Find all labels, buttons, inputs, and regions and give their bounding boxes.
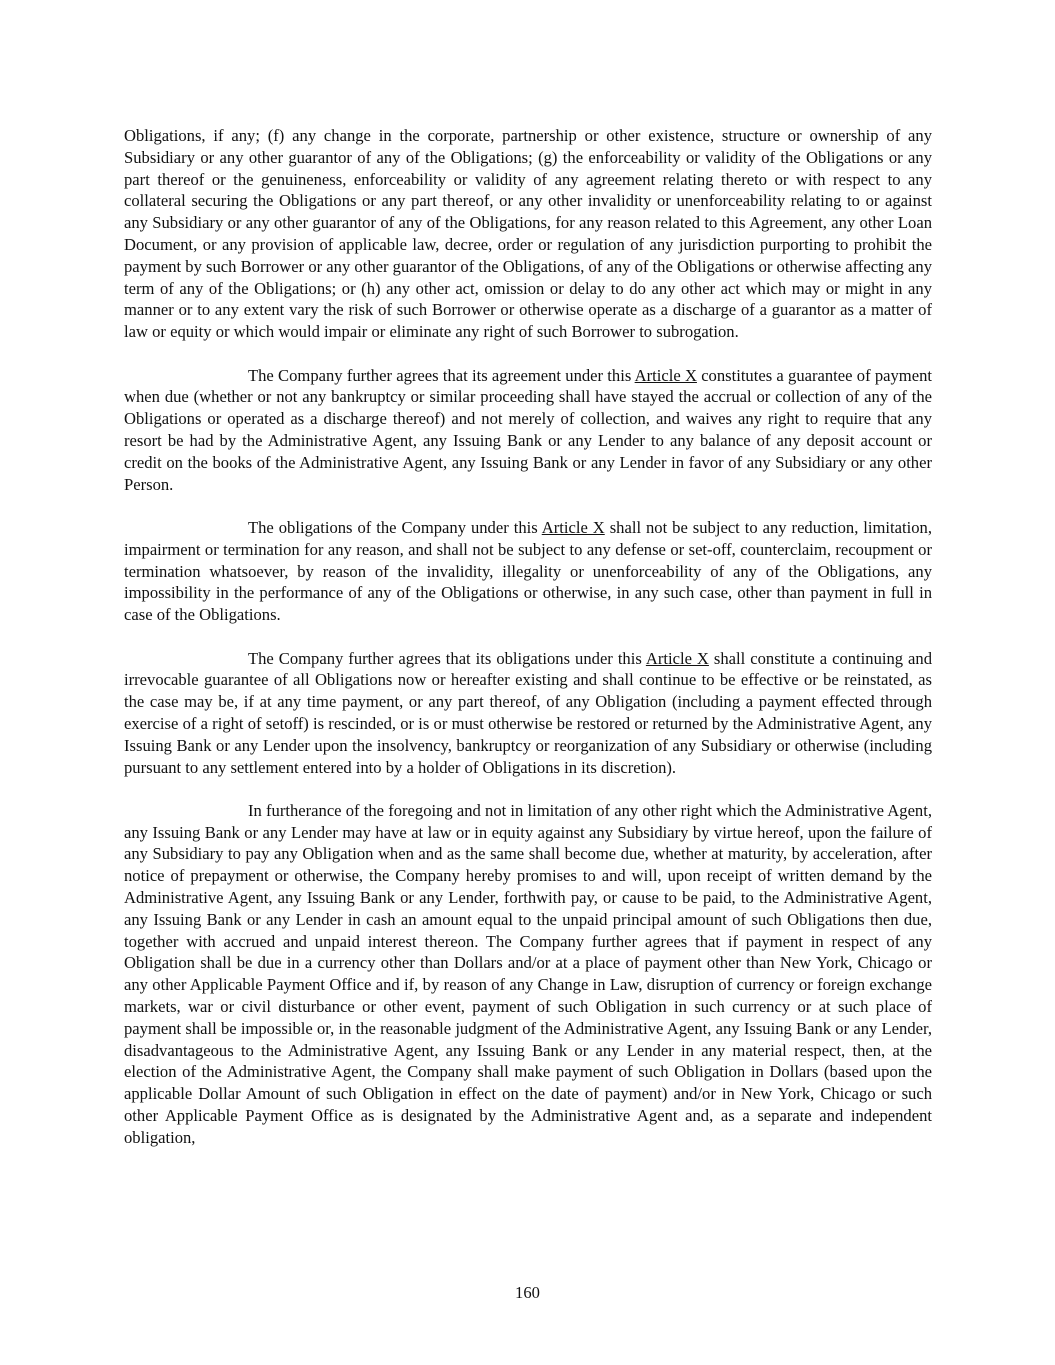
- paragraph-continued-guarantor-defenses: Obligations, if any; (f) any change in the corporate, partnership or other existence, structure or ownership of any Subsidiary or any other guarantor of any of the Obligations; (g) the enforceability or validity of the Obligations or any part thereof or the genuineness, enforceability or validity of any agreement relating thereto or with respect to any collateral securing the Obligations or any part thereof, or any other invalidity or unenforceability relating to or against any Subsidiary or any other guarantor of any of the Obligations, for any reason related to this Agreement, any other Loan Document, or any provision of applicable law, decree, order or regulation of any jurisdiction purporting to prohibit the payment by such Borrower or any other guarantor of the Obligations, of any of the Obligations or otherwise affecting any term of any of the Obligations; or (h) any other act, omission or delay to do any other act which may or might in any manner or to any extent vary the risk of such Borrower or otherwise operate as a discharge of a guarantor as a matter of law or equity or which would impair or eliminate any right of such Borrower to subrogation.: [124, 126, 932, 342]
- article-x-reference: Article X: [645, 648, 709, 668]
- paragraph-text: shall not be subject to any reduction, limitation, impairment or termination for any reason, and shall not be subject to any defense or set-off, counterclaim, recoupment or termination whatsoever, by reason of the invalidity, illegality or unenforceability of any of the Obligations, any impossibility in the performance of any of the Obligations or otherwise, in any such case, other than payment in full in case of the Obligations.: [124, 517, 932, 625]
- paragraph-text: constitutes a guarantee of payment when due (whether or not any bankruptcy or similar proceeding shall have stayed the accrual or collection of any of the Obligations or operated as a discharge thereof) and not merely of collection, and waives any right to require that any resort be had by the Administrative Agent, any Issuing Bank or any Lender to any balance of any deposit account or credit on the books of the Administrative Agent, any Issuing Bank or any Lender in favor of any Subsidiary or any other Person.: [124, 365, 932, 494]
- paragraph-text: The Company further agrees that its agreement under this: [248, 365, 635, 385]
- paragraph-guarantee-of-payment: [124, 365, 932, 496]
- page-number: 160: [515, 1283, 540, 1302]
- paragraph-text: The Company further agrees that its obligations under this: [248, 648, 646, 668]
- article-x-reference: Article X: [541, 517, 605, 537]
- paragraph-text: shall constitute a continuing and irrevocable guarantee of all Obligations now or hereafter existing and shall continue to be effective or be reinstated, as the case may be, if at any time payment, or any part thereof, of any Obligation (including a payment effected through exercise of a right of setoff) is rescinded, or is or must otherwise be restored or returned by the Administrative Agent, any Issuing Bank or any Lender upon the insolvency, bankruptcy or reorganization of any Subsidiary or otherwise (including pursuant to any settlement entered into by a holder of Obligations in its discretion).: [124, 648, 933, 777]
- paragraph-text: The obligations of the Company under this: [248, 517, 542, 537]
- paragraph-furtherance: In furtherance of the foregoing and not in limitation of any other right which the Administrative Agent, any Issuing Bank or any Lender may have at law or in equity against any Subsidiary by virtue hereof, upon the failure of any Subsidiary to pay any Obligation when and as the same shall become due, whether at maturity, by acceleration, after notice of prepayment or otherwise, the Company hereby promises to and will, upon receipt of written demand by the Administrative Agent, any Issuing Bank or any Lender, forthwith pay, or cause to be paid, to the Administrative Agent, any Issuing Bank or any Lender in cash an amount equal to the unpaid principal amount of such Obligations then due, together with accrued and unpaid interest thereon. The Company further agrees that if payment in respect of any Obligation shall be due in a currency other than Dollars and/or at a place of payment other than New York, Chicago or any other Applicable Payment Office and if, by reason of any Change in Law, disruption of currency or foreign exchange markets, war or civil disturbance or other event, payment of such Obligation in such currency or at such place of payment shall be impossible or, in the reasonable judgment of the Administrative Agent, any Issuing Bank or any Lender, disadvantageous to the Administrative Agent, any Issuing Bank or any Lender in any material respect, then, at the election of the Administrative Agent, the Company shall make payment of such Obligation in Dollars (based upon the applicable Dollar Amount of such Obligation in effect on the date of payment) and/or in New York, Chicago or such other Applicable Payment Office as is designated by the Administrative Agent and, as a separate and independent obligation,: [124, 800, 932, 1147]
- paragraph-continuing-guarantee: [124, 648, 932, 779]
- document-body: [124, 125, 932, 1170]
- article-x-reference: Article X: [634, 365, 697, 385]
- paragraph-no-reduction: [124, 517, 932, 626]
